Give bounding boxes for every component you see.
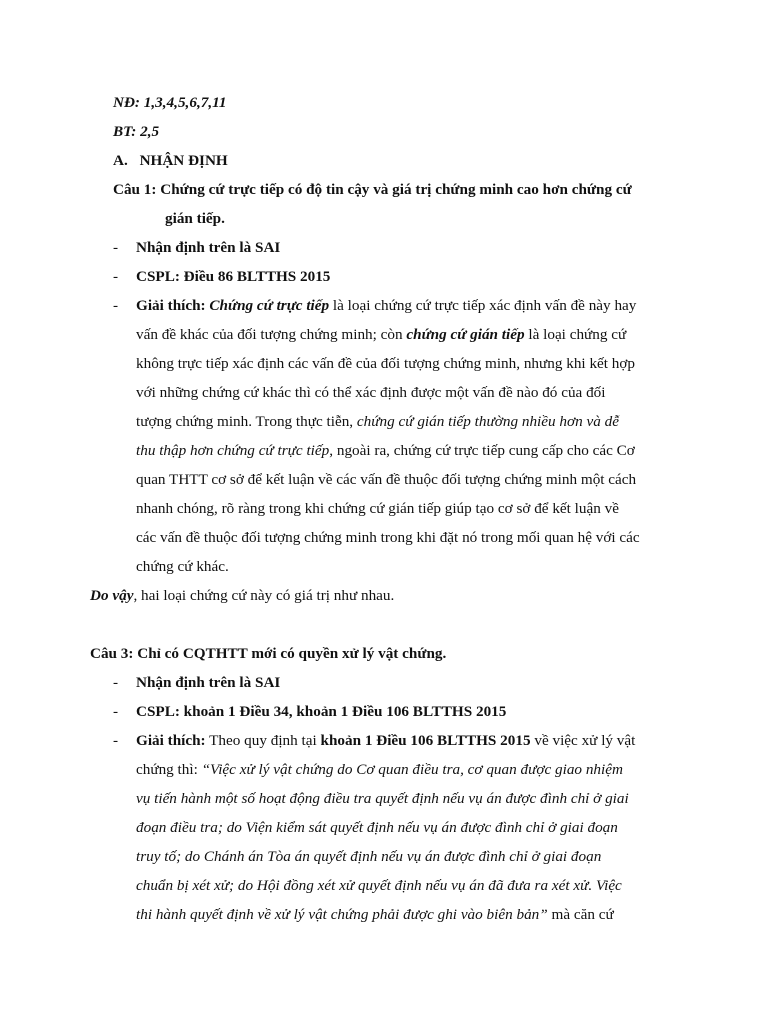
q1-explanation-line-2 bbox=[136, 325, 626, 345]
explanation-text: chứng thì: bbox=[136, 761, 198, 778]
term-direct-evidence: Chứng cứ trực tiếp bbox=[209, 297, 330, 314]
q1-explanation-line-5 bbox=[136, 412, 619, 432]
bullet-dash: - bbox=[113, 674, 119, 691]
q3-explanation-line-7 bbox=[136, 905, 614, 925]
bullet-dash: - bbox=[113, 297, 119, 314]
bt-line: BT: 2,5 bbox=[113, 123, 160, 140]
q3-explanation-line-6: chuẩn bị xét xử; do Hội đồng xét xử quyết định nếu vụ án đã đưa ra xét xử. Việc bbox=[136, 877, 622, 894]
explanation-text: là loại chứng cứ bbox=[528, 326, 627, 343]
q3-explanation-line-1 bbox=[136, 731, 635, 751]
q3-explanation-line-3: vụ tiến hành một số hoạt động điều tra quyết định nếu vụ án được đình chỉ ở giai bbox=[136, 790, 629, 807]
section-heading bbox=[113, 151, 228, 171]
explanation-text: , ngoài ra, chứng cứ trực tiếp cung cấp cho các Cơ bbox=[329, 442, 635, 459]
conclusion-text: , hai loại chứng cứ này có giá trị như nhau. bbox=[133, 587, 395, 604]
q1-conclusion bbox=[90, 586, 394, 606]
q1-explanation-line-7: quan THTT cơ sở để kết luận về các vấn đề thuộc đối tượng chứng minh một cách bbox=[136, 471, 637, 488]
explanation-text: là loại chứng cứ trực tiếp xác định vấn đề này hay bbox=[332, 297, 637, 314]
q1-explanation-line-1 bbox=[136, 296, 636, 316]
q1-title-line-1: Câu 1: Chứng cứ trực tiếp có độ tin cậy và giá trị chứng minh cao hơn chứng cứ bbox=[113, 181, 632, 198]
legal-reference: khoản 1 Điều 106 BLTTHS 2015 bbox=[320, 732, 531, 749]
q1-verdict: Nhận định trên là SAI bbox=[136, 239, 281, 256]
q1-explanation-line-8: nhanh chóng, rõ ràng trong khi chứng cứ gián tiếp giúp tạo cơ sở để kết luận về bbox=[136, 500, 619, 517]
explanation-text: mà căn cứ bbox=[551, 906, 614, 923]
nd-line: NĐ: 1,3,4,5,6,7,11 bbox=[113, 94, 227, 111]
conclusion-lead: Do vậy bbox=[90, 587, 134, 604]
q3-title: Câu 3: Chỉ có CQTHTT mới có quyền xử lý vật chứng. bbox=[90, 645, 447, 662]
q1-explanation-line-6 bbox=[136, 441, 635, 461]
explanation-italic: chứng cứ gián tiếp thường nhiều hơn và dễ bbox=[356, 413, 619, 430]
q3-explanation-line-5: truy tố; do Chánh án Tòa án quyết định nếu vụ án được đình chỉ ở giai đoạn bbox=[136, 848, 602, 865]
bullet-dash: - bbox=[113, 239, 119, 256]
q1-explanation-line-10: chứng cứ khác. bbox=[136, 558, 229, 575]
q1-cspl: CSPL: Điều 86 BLTTHS 2015 bbox=[136, 268, 331, 285]
bullet-dash: - bbox=[113, 268, 119, 285]
quoted-law: thi hành quyết định về xử lý vật chứng phải được ghi vào biên bản” bbox=[136, 906, 548, 923]
explanation-text: Theo quy định tại bbox=[209, 732, 317, 749]
q3-explanation-line-4: đoạn điều tra; do Viện kiểm sát quyết định nếu vụ án được đình chỉ ở giai đoạn bbox=[136, 819, 618, 836]
q3-cspl: CSPL: khoản 1 Điều 34, khoản 1 Điều 106 BLTTHS 2015 bbox=[136, 703, 507, 720]
explanation-text: về việc xử lý vật bbox=[534, 732, 636, 749]
bullet-dash: - bbox=[113, 732, 119, 749]
quoted-law: “Việc xử lý vật chứng do Cơ quan điều tra, cơ quan được giao nhiệm bbox=[201, 761, 623, 778]
explanation-italic: thu thập hơn chứng cứ trực tiếp bbox=[136, 442, 330, 459]
explanation-text: vấn đề khác của đối tượng chứng minh; còn bbox=[136, 326, 403, 343]
section-number: A. bbox=[113, 152, 128, 169]
term-indirect-evidence: chứng cứ gián tiếp bbox=[406, 326, 525, 343]
q1-explanation-line-3: không trực tiếp xác định các vấn đề của đối tượng chứng minh, nhưng khi kết hợp bbox=[136, 355, 636, 372]
q3-verdict: Nhận định trên là SAI bbox=[136, 674, 281, 691]
explanation-label: Giải thích: bbox=[136, 297, 206, 314]
section-title: NHẬN ĐỊNH bbox=[139, 152, 228, 169]
q1-explanation-line-4: với những chứng cứ khác thì có thể xác định được một vấn đề nào đó của đối bbox=[136, 384, 606, 401]
q3-explanation-line-2 bbox=[136, 760, 623, 780]
q1-explanation-line-9: các vấn đề thuộc đối tượng chứng minh trong khi đặt nó trong mối quan hệ với các bbox=[136, 529, 640, 546]
q1-title-line-2: gián tiếp. bbox=[165, 210, 225, 227]
explanation-text: tượng chứng minh. Trong thực tiễn, bbox=[136, 413, 354, 430]
explanation-label: Giải thích: bbox=[136, 732, 206, 749]
bullet-dash: - bbox=[113, 703, 119, 720]
